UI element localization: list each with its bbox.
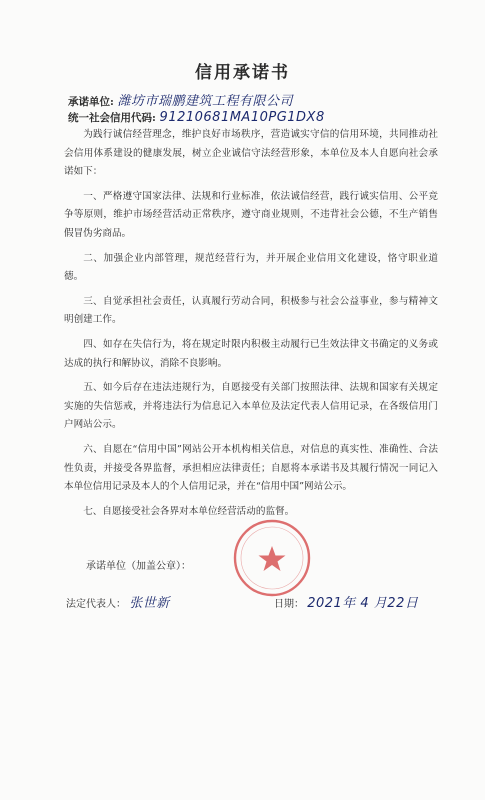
legal-rep-label: 法定代表人： [66, 599, 126, 610]
company-seal-stamp [232, 518, 312, 598]
paragraph-7: 七、自愿接受社会各界对本单位经营活动的监督。 [83, 505, 295, 517]
paragraph-3: 三、自觉承担社会责任，认真履行劳动合同，积极参与社会公益事业，参与精神文明创建工作。 [64, 295, 438, 326]
document-title: 信用承诺书 [195, 63, 290, 83]
paragraph-5: 五、如今后存在违法违规行为，自愿接受有关部门按照法律、法规和国家有关规定实施的失信惩戒，并将违法行为信息记入本单位及法定代表人信用记录，在各级信用门户网站公示。 [64, 382, 438, 431]
credit-code-handwritten-value: 91210681MA10PG1DX8 [159, 110, 325, 125]
paragraph-4: 四、如存在失信行为，将在规定时限内积极主动履行已生效法律文书确定的义务或达成的执行和解协议，消除不良影响。 [64, 338, 438, 369]
paragraph-2: 二、加强企业内部管理，规范经营行为，并开展企业信用文化建设，恪守职业道德。 [64, 252, 438, 283]
date-label: 日期： [274, 599, 304, 610]
promisor-handwritten-name: 潍坊市瑞鹏建筑工程有限公司 [117, 94, 294, 109]
paragraph-6: 六、自愿在“信用中国”网站公开本机构相关信息，对信息的真实性、准确性、合法性负责，并接受各界监督，承担相应法律责任；自愿将本承诺书及其履行情况一同记入本单位信用记录及本人的个人信用记录，并在“信用中国”网站公示。 [64, 443, 438, 493]
legal-rep-row [66, 592, 170, 611]
paragraph-1: 一、严格遵守国家法律、法规和行业标准，依法诚信经营，践行诚实信用、公平竞争等原则，维护市场经营活动正常秩序，遵守商业规则，不违背社会公德，不生产销售假冒伪劣商品。 [64, 190, 438, 239]
paragraph-intro: 为践行诚信经营理念，维护良好市场秩序，营造诚实守信的信用环境，共同推动社会信用体系建设的健康发展，树立企业诚信守法经营形象，本单位及本人自愿向社会承诺如下： [64, 129, 438, 178]
promisor-label: 承诺单位: [68, 96, 114, 108]
legal-rep-signature: 张世新 [129, 596, 170, 611]
promisor-row [68, 90, 293, 109]
date-handwritten-value: 2021年 4 月22日 [307, 596, 419, 611]
seal-star-icon [259, 546, 286, 571]
credit-code-label: 统一社会信用代码: [68, 112, 156, 124]
commitment-body [64, 126, 438, 527]
seal-label: 承诺单位（加盖公章）： [86, 561, 191, 572]
credit-code-row [68, 110, 325, 125]
